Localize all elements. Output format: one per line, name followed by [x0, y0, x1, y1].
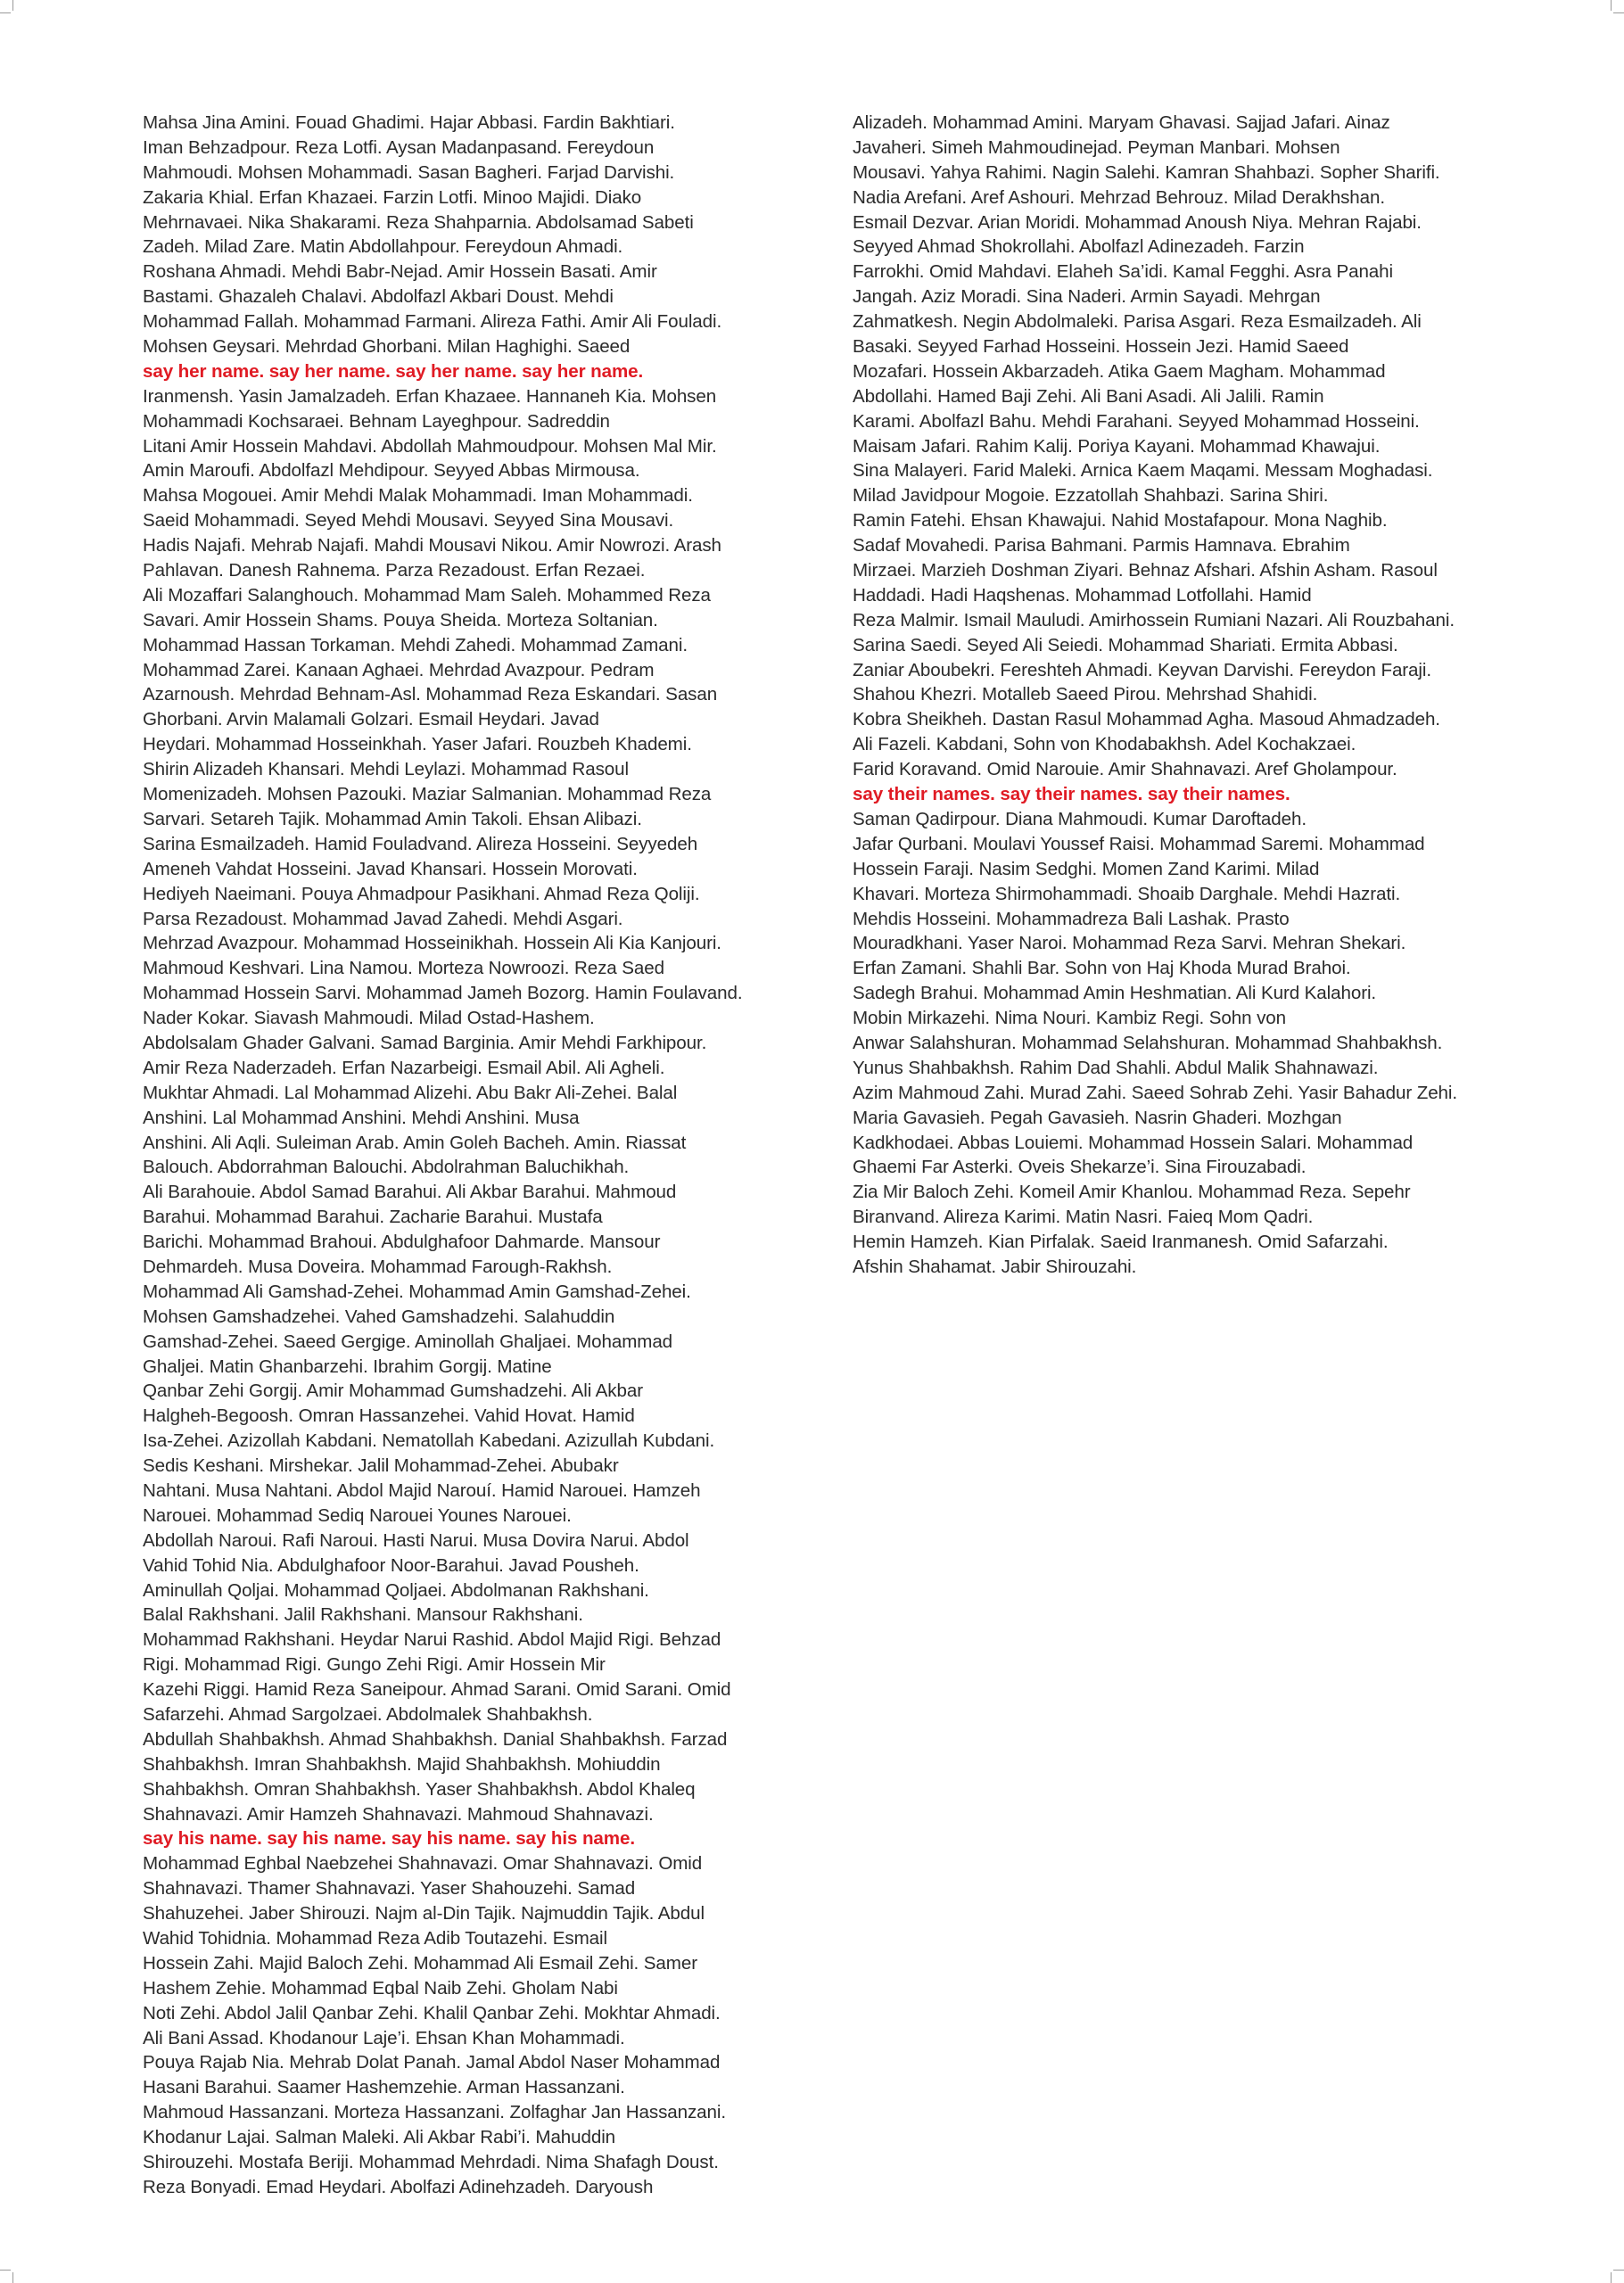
name-list-line: Zakaria Khial. Erfan Khazaei. Farzin Lotfi. Minoo Majidi. Diako	[143, 186, 642, 208]
name-list-line: Rigi. Mohammad Rigi. Gungo Zehi Rigi. Amir Hossein Mir	[143, 1654, 606, 1676]
name-list-line: Erfan Zamani. Shahli Bar. Sohn von Haj Khoda Murad Brahoi.	[853, 958, 1351, 979]
name-list-line: Bastami. Ghazaleh Chalavi. Abdolfazl Akbari Doust. Mehdi	[143, 286, 614, 308]
name-list-line: Abdolsalam Ghader Galvani. Samad Barginia. Amir Mehdi Farkhipour.	[143, 1032, 707, 1053]
name-list-line: Jafar Qurbani. Moulavi Youssef Raisi. Mohammad Saremi. Mohammad	[853, 833, 1425, 854]
name-list-line: Hossein Zahi. Majid Baloch Zehi. Mohammad Ali Esmail Zehi. Samer	[143, 1952, 697, 1974]
name-list-line: Mousavi. Yahya Rahimi. Nagin Salehi. Kamran Shahbazi. Sopher Sharifi.	[853, 161, 1440, 183]
name-list-line: Mahsa Jina Amini. Fouad Ghadimi. Hajar Abbasi. Fardin Bakhtiari.	[143, 112, 675, 133]
name-list-line: Pahlavan. Danesh Rahnema. Parza Rezadoust. Erfan Rezaei.	[143, 560, 646, 581]
name-list-line: Aminullah Qoljai. Mohammad Qoljaei. Abdolmanan Rakhshani.	[143, 1579, 649, 1601]
name-list-line: Hediyeh Naeimani. Pouya Ahmadpour Pasikhani. Ahmad Reza Qoliji.	[143, 883, 700, 904]
say-name-refrain: say her name. say her name. say her name. say her name.	[143, 360, 644, 382]
name-list-line: Biranvand. Alireza Karimi. Matin Nasri. Faieq Mom Qadri.	[853, 1207, 1314, 1228]
name-list-line: Balal Rakhshani. Jalil Rakhshani. Mansour Rakhshani.	[143, 1604, 583, 1626]
name-list-line: Zahmatkesh. Negin Abdolmaleki. Parisa Asgari. Reza Esmailzadeh. Ali	[853, 311, 1422, 333]
name-list-line: Mohammad Rakhshani. Heydar Narui Rashid. Abdol Majid Rigi. Behzad	[143, 1629, 721, 1651]
name-list-line: Saeid Mohammadi. Seyed Mehdi Mousavi. Seyyed Sina Mousavi.	[143, 510, 674, 532]
name-list-line: Haddadi. Hadi Haqshenas. Mohammad Lotfollahi. Hamid	[853, 584, 1312, 606]
name-list-line: Maisam Jafari. Rahim Kalij. Poriya Kayani. Mohammad Khawajui.	[853, 435, 1381, 457]
name-list-line: Wahid Tohidnia. Mohammad Reza Adib Toutazehi. Esmail	[143, 1928, 607, 1949]
name-list-line: Esmail Dezvar. Arian Moridi. Mohammad Anoush Niya. Mehran Rajabi.	[853, 211, 1422, 233]
name-list-line: Nahtani. Musa Nahtani. Abdol Majid Narouí. Hamid Narouei. Hamzeh	[143, 1479, 701, 1501]
name-list-line: Isa-Zehei. Azizollah Kabdani. Nematollah Kabedani. Azizullah Kubdani.	[143, 1430, 715, 1452]
name-list-line: Sarvari. Setareh Tajik. Mohammad Amin Takoli. Ehsan Alibazi.	[143, 808, 642, 829]
name-list-line: Amir Reza Naderzadeh. Erfan Nazarbeigi. Esmail Abil. Ali Agheli.	[143, 1057, 665, 1078]
name-list-line: Basaki. Seyyed Farhad Hosseini. Hossein Jezi. Hamid Saeed	[853, 336, 1349, 358]
name-list-line: Parsa Rezadoust. Mohammad Javad Zahedi. Mehdi Asgari.	[143, 908, 623, 929]
name-list-line: Saman Qadirpour. Diana Mahmoudi. Kumar Daroftadeh.	[853, 808, 1307, 829]
name-list-line: Zia Mir Baloch Zehi. Komeil Amir Khanlou. Mohammad Reza. Sepehr	[853, 1182, 1411, 1203]
name-list-line: Mohammad Zarei. Kanaan Aghaei. Mehrdad Avazpour. Pedram	[143, 659, 655, 680]
name-list-line: Mohsen Gamshadzehei. Vahed Gamshadzehi. Salahuddin	[143, 1306, 615, 1327]
name-list-line: Anwar Salahshuran. Mohammad Selahshuran. Mohammad Shahbakhsh.	[853, 1032, 1443, 1053]
name-list-line: Yunus Shahbakhsh. Rahim Dad Shahli. Abdul Malik Shahnawazi.	[853, 1057, 1379, 1078]
name-list-line: Ali Fazeli. Kabdani, Sohn von Khodabakhsh. Adel Kochakzaei.	[853, 734, 1356, 755]
name-list-line: Anshini. Lal Mohammad Anshini. Mehdi Anshini. Musa	[143, 1107, 580, 1128]
name-list-line: Kadkhodaei. Abbas Louiemi. Mohammad Hossein Salari. Mohammad	[853, 1132, 1414, 1153]
name-list-line: Noti Zehi. Abdol Jalil Qanbar Zehi. Khalil Qanbar Zehi. Mokhtar Ahmadi.	[143, 2002, 721, 2023]
name-list-line: Narouei. Mohammad Sediq Narouei Younes Narouei.	[143, 1504, 572, 1526]
name-list-line: Mehrnavaei. Nika Shakarami. Reza Shahparnia. Abdolsamad Sabeti	[143, 211, 694, 233]
name-list-line: Mahsa Mogouei. Amir Mehdi Malak Mohammadi. Iman Mohammadi.	[143, 485, 693, 507]
name-list-line: Mozafari. Hossein Akbarzadeh. Atika Gaem Magham. Mohammad	[853, 360, 1386, 382]
name-list-line: Mirzaei. Marzieh Doshman Ziyari. Behnaz Afshari. Afshin Asham. Rasoul	[853, 560, 1438, 581]
name-list-line: Maria Gavasieh. Pegah Gavasieh. Nasrin Ghaderi. Mozhgan	[853, 1107, 1342, 1128]
crop-mark-top-left-vertical	[12, 0, 13, 11]
name-list-line: Iman Behzadpour. Reza Lotfi. Aysan Madanpasand. Fereydoun	[143, 136, 655, 158]
name-list-line: Alizadeh. Mohammad Amini. Maryam Ghavasi. Sajjad Jafari. Ainaz	[853, 112, 1390, 133]
name-list-line: Mohammad Ali Gamshad-Zehei. Mohammad Amin Gamshad-Zehei.	[143, 1281, 691, 1302]
name-list-line: Nadia Arefani. Aref Ashouri. Mehrzad Behrouz. Milad Derakhshan.	[853, 186, 1385, 208]
names-column-right	[853, 111, 1548, 1280]
name-list-line: Heydari. Mohammad Hosseinkhah. Yaser Jafari. Rouzbeh Khademi.	[143, 734, 692, 755]
name-list-line: Shahou Khezri. Motalleb Saeed Pirou. Mehrshad Shahidi.	[853, 684, 1318, 705]
name-list-line: Qanbar Zehi Gorgij. Amir Mohammad Gumshadzehi. Ali Akbar	[143, 1381, 643, 1402]
crop-mark-bottom-left-vertical	[12, 2272, 13, 2283]
name-list-line: Jangah. Aziz Moradi. Sina Naderi. Armin Sayadi. Mehrgan	[853, 286, 1321, 308]
name-list-line: Sarina Saedi. Seyed Ali Seiedi. Mohammad Shariati. Ermita Abbasi.	[853, 634, 1398, 655]
name-list-line: Nader Kokar. Siavash Mahmoudi. Milad Ostad-Hashem.	[143, 1008, 595, 1029]
crop-mark-top-right-vertical	[1611, 0, 1612, 11]
name-list-line: Mohammad Fallah. Mohammad Farmani. Alireza Fathi. Amir Ali Fouladi.	[143, 311, 722, 333]
name-list-line: Hasani Barahui. Saamer Hashemzehie. Arman Hassanzani.	[143, 2077, 625, 2098]
name-list-line: Javaheri. Simeh Mahmoudinejad. Peyman Manbari. Mohsen	[853, 136, 1340, 158]
name-list-line: Azim Mahmoud Zahi. Murad Zahi. Saeed Sohrab Zehi. Yasir Bahadur Zehi.	[853, 1082, 1457, 1103]
name-list-line: Farrokhi. Omid Mahdavi. Elaheh Sa’idi. Kamal Fegghi. Asra Panahi	[853, 261, 1393, 283]
name-list-line: Savari. Amir Hossein Shams. Pouya Sheida. Morteza Soltanian.	[143, 609, 658, 631]
name-list-line: Mohammadi Kochsaraei. Behnam Layeghpour. Sadreddin	[143, 410, 610, 432]
name-list-line: Shirouzehi. Mostafa Beriji. Mohammad Mehrdadi. Nima Shafagh Doust.	[143, 2152, 719, 2173]
name-list-line: Sadegh Brahui. Mohammad Amin Heshmatian. Ali Kurd Kalahori.	[853, 983, 1377, 1004]
name-list-line: Mohammad Hossein Sarvi. Mohammad Jameh Bozorg. Hamin Foulavand.	[143, 983, 743, 1004]
name-list-line: Khodanur Lajai. Salman Maleki. Ali Akbar Rabi’i. Mahuddin	[143, 2127, 616, 2148]
name-list-line: Mahmoud Hassanzani. Morteza Hassanzani. Zolfaghar Jan Hassanzani.	[143, 2102, 726, 2123]
name-list-line: Mahmoud Keshvari. Lina Namou. Morteza Nowroozi. Reza Saed	[143, 958, 664, 979]
name-list-line: Shahnavazi. Thamer Shahnavazi. Yaser Shahouzehi. Samad	[143, 1878, 636, 1900]
name-list-line: Ghorbani. Arvin Malamali Golzari. Esmail Heydari. Javad	[143, 709, 599, 730]
name-list-line: Shirin Alizadeh Khansari. Mehdi Leylazi. Mohammad Rasoul	[143, 759, 629, 780]
name-list-line: Mohammad Hassan Torkaman. Mehdi Zahedi. Mohammad Zamani.	[143, 634, 688, 655]
name-list-line: Zaniar Aboubekri. Fereshteh Ahmadi. Keyvan Darvishi. Fereydon Faraji.	[853, 659, 1431, 680]
name-list-line: Shahbakhsh. Imran Shahbakhsh. Majid Shahbakhsh. Mohiuddin	[143, 1753, 661, 1775]
name-list-line: Azarnoush. Mehrdad Behnam-Asl. Mohammad Reza Eskandari. Sasan	[143, 684, 718, 705]
name-list-line: Barahui. Mohammad Barahui. Zacharie Barahui. Mustafa	[143, 1207, 603, 1228]
crop-mark-top-right	[1613, 12, 1624, 13]
name-list-line: Reza Bonyadi. Emad Heydari. Abolfazi Adinehzadeh. Daryoush	[143, 2176, 654, 2197]
name-list-line: Halgheh-Begoosh. Omran Hassanzehei. Vahid Hovat. Hamid	[143, 1405, 635, 1427]
name-list-line: Kobra Sheikheh. Dastan Rasul Mohammad Agha. Masoud Ahmadzadeh.	[853, 709, 1440, 730]
name-list-line: Shahnavazi. Amir Hamzeh Shahnavazi. Mahmoud Shahnavazi.	[143, 1803, 654, 1825]
name-list-line: Iranmensh. Yasin Jamalzadeh. Erfan Khazaee. Hannaneh Kia. Mohsen	[143, 385, 717, 407]
name-list-line: Ramin Fatehi. Ehsan Khawajui. Nahid Mostafapour. Mona Naghib.	[853, 510, 1388, 532]
name-list-line: Roshana Ahmadi. Mehdi Babr-Nejad. Amir Hossein Basati. Amir	[143, 261, 657, 283]
name-list-line: Abdollahi. Hamed Baji Zehi. Ali Bani Asadi. Ali Jalili. Ramin	[853, 385, 1324, 407]
name-list-line: Shahuzehei. Jaber Shirouzi. Najm al-Din Tajik. Najmuddin Tajik. Abdul	[143, 1903, 705, 1924]
name-list-line: Litani Amir Hossein Mahdavi. Abdollah Mahmoudpour. Mohsen Mal Mir.	[143, 435, 717, 457]
name-list-line: Milad Javidpour Mogoie. Ezzatollah Shahbazi. Sarina Shiri.	[853, 485, 1329, 507]
name-list-line: Shahbakhsh. Omran Shahbakhsh. Yaser Shahbakhsh. Abdol Khaleq	[143, 1778, 696, 1800]
name-list-line: Gamshad-Zehei. Saeed Gergige. Aminollah Ghaljaei. Mohammad	[143, 1331, 673, 1352]
name-list-line: Amin Maroufi. Abdolfazl Mehdipour. Seyyed Abbas Mirmousa.	[143, 460, 640, 482]
name-list-line: Sadaf Movahedi. Parisa Bahmani. Parmis Hamnava. Ebrahim	[853, 535, 1350, 556]
name-list-line: Mohammad Eghbal Naebzehei Shahnavazi. Omar Shahnavazi. Omid	[143, 1853, 703, 1875]
name-list-line: Ali Barahouie. Abdol Samad Barahui. Ali Akbar Barahui. Mahmoud	[143, 1182, 677, 1203]
name-list-line: Karami. Abolfazl Bahu. Mehdi Farahani. Seyyed Mohammad Hosseini.	[853, 410, 1420, 432]
name-list-line: Mohsen Geysari. Mehrdad Ghorbani. Milan Haghighi. Saeed	[143, 336, 631, 358]
name-list-line: Sarina Esmailzadeh. Hamid Fouladvand. Alireza Hosseini. Seyyedeh	[143, 833, 698, 854]
crop-mark-top-left	[0, 12, 11, 13]
name-list-line: Dehmardeh. Musa Doveira. Mohammad Farough-Rakhsh.	[143, 1256, 613, 1277]
name-list-line: Hossein Faraji. Nasim Sedghi. Momen Zand Karimi. Milad	[853, 858, 1320, 879]
name-list-line: Ali Mozaffari Salanghouch. Mohammad Mam Saleh. Mohammed Reza	[143, 584, 711, 606]
crop-mark-bottom-left	[0, 2270, 11, 2271]
name-list-line: Balouch. Abdorrahman Balouchi. Abdolrahman Baluchikhah.	[143, 1157, 630, 1178]
name-list-line: Mehrzad Avazpour. Mohammad Hosseinikhah. Hossein Ali Kia Kanjouri.	[143, 933, 721, 954]
name-list-line: Hadis Najafi. Mehrab Najafi. Mahdi Mousavi Nikou. Amir Nowrozi. Arash	[143, 535, 721, 556]
name-list-line: Reza Malmir. Ismail Mauludi. Amirhossein Rumiani Nazari. Ali Rouzbahani.	[853, 609, 1455, 631]
name-list-line: Ghaljei. Matin Ghanbarzehi. Ibrahim Gorgij. Matine	[143, 1356, 552, 1377]
name-list-line: Momenizadeh. Mohsen Pazouki. Maziar Salmanian. Mohammad Reza	[143, 784, 712, 805]
crop-mark-bottom-right-vertical	[1611, 2272, 1612, 2283]
name-list-line: Mouradkhani. Yaser Naroi. Mohammad Reza Sarvi. Mehran Shekari.	[853, 933, 1406, 954]
crop-mark-bottom-right	[1613, 2270, 1624, 2271]
name-list-line: Abdullah Shahbakhsh. Ahmad Shahbakhsh. Danial Shahbakhsh. Farzad	[143, 1728, 728, 1750]
name-list-line: Hashem Zehie. Mohammad Eqbal Naib Zehi. Gholam Nabi	[143, 1977, 618, 1999]
names-column-left	[143, 111, 838, 2200]
name-list-line: Sedis Keshani. Mirshekar. Jalil Mohammad-Zehei. Abubakr	[143, 1455, 619, 1477]
name-list-line: Barichi. Mohammad Brahoui. Abdulghafoor Dahmarde. Mansour	[143, 1232, 661, 1253]
name-list-line: Hemin Hamzeh. Kian Pirfalak. Saeid Iranmanesh. Omid Safarzahi.	[853, 1232, 1389, 1253]
name-list-line: Khavari. Morteza Shirmohammadi. Shoaib Darghale. Mehdi Hazrati.	[853, 883, 1401, 904]
name-list-line: Ameneh Vahdat Hosseini. Javad Khansari. Hossein Morovati.	[143, 858, 638, 879]
name-list-line: Afshin Shahamat. Jabir Shirouzahi.	[853, 1256, 1137, 1277]
name-list-line: Anshini. Ali Aqli. Suleiman Arab. Amin Goleh Bacheh. Amin. Riassat	[143, 1132, 687, 1153]
name-list-line: Ali Bani Assad. Khodanour Laje’i. Ehsan Khan Mohammadi.	[143, 2027, 625, 2048]
name-list-line: Vahid Tohid Nia. Abdulghafoor Noor-Barahui. Javad Pousheh.	[143, 1554, 639, 1576]
say-name-refrain: say his name. say his name. say his name. say his name.	[143, 1828, 635, 1850]
name-list-line: Mehdis Hosseini. Mohammadreza Bali Lashak. Prasto	[853, 908, 1290, 929]
name-list-line: Mahmoudi. Mohsen Mohammadi. Sasan Bagheri. Farjad Darvishi.	[143, 161, 675, 183]
name-list-line: Safarzehi. Ahmad Sargolzaei. Abdolmalek Shahbakhsh.	[143, 1704, 593, 1725]
name-list-line: Abdollah Naroui. Rafi Naroui. Hasti Narui. Musa Dovira Narui. Abdol	[143, 1529, 689, 1551]
name-list-line: Kazehi Riggi. Hamid Reza Saneipour. Ahmad Sarani. Omid Sarani. Omid	[143, 1679, 731, 1701]
say-name-refrain: say their names. say their names. say their names.	[853, 784, 1290, 805]
name-list-line: Mukhtar Ahmadi. Lal Mohammad Alizehi. Abu Bakr Ali-Zehei. Balal	[143, 1082, 678, 1103]
name-list-line: Zadeh. Milad Zare. Matin Abdollahpour. Fereydoun Ahmadi.	[143, 236, 623, 258]
name-list-line: Farid Koravand. Omid Narouie. Amir Shahnavazi. Aref Gholampour.	[853, 759, 1397, 780]
name-list-line: Sina Malayeri. Farid Maleki. Arnica Kaem Maqami. Messam Moghadasi.	[853, 460, 1433, 482]
name-list-line: Seyyed Ahmad Shokrollahi. Abolfazl Adinezadeh. Farzin	[853, 236, 1305, 258]
name-list-line: Ghaemi Far Asterki. Oveis Shekarze’i. Sina Firouzabadi.	[853, 1157, 1307, 1178]
name-list-line: Mobin Mirkazehi. Nima Nouri. Kambiz Regi. Sohn von	[853, 1008, 1287, 1029]
name-list-line: Pouya Rajab Nia. Mehrab Dolat Panah. Jamal Abdol Naser Mohammad	[143, 2052, 721, 2073]
